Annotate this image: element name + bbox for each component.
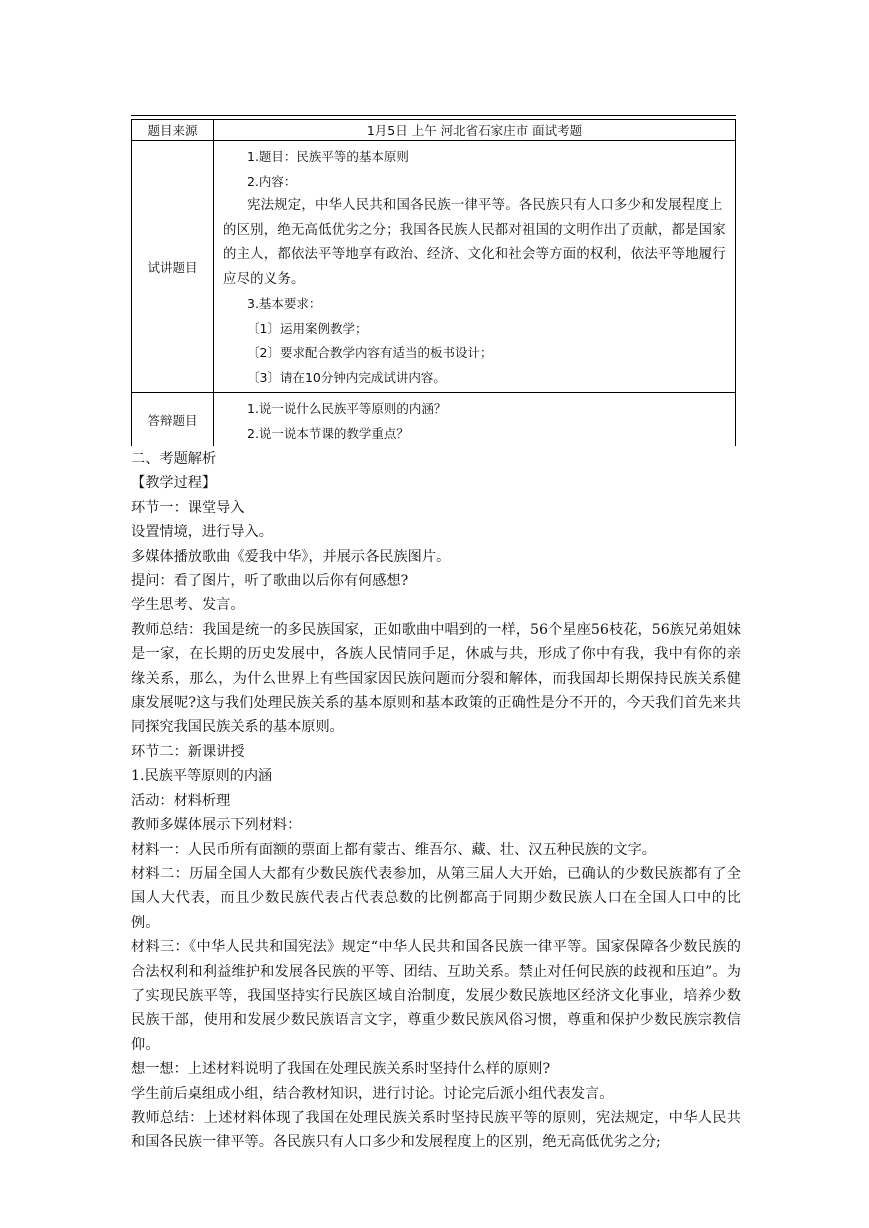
trial-content-text: 宪法规定，中华人民共和国各民族一律平等。各民族只有人口多少和发展程度上的区别，绝无高低优劣之分；我国各民族人民都对祖国的文明作出了贡献，都是国家的主人，都依法平等地享有政治、经济、文化和社会等方面的权利，依法平等地履行应尽的义务。	[223, 198, 726, 287]
activity-line: 活动：材料析理	[131, 792, 231, 809]
teacher-summary-2: 教师总结：上述材料体现了我国在处理民族关系时坚持民族平等的原则，宪法规定，中华人民共和国各民族一律平等。各民族只有人口多少和发展程度上的区别，绝无高低优劣之分;	[131, 1109, 741, 1151]
defense-question-1: 1.说一说什么民族平等原则的内涵？	[247, 401, 447, 416]
table-row-source	[132, 120, 736, 141]
material-3: 材料三：《中华人民共和国宪法》规定“中华人民共和国各民族一律平等。国家保障各少数民族的合法权利和利益维护和发展各民族的平等、团结、互助关系。禁止对任何民族的歧视和压迫”。为了实现民族平等，我国坚持实行民族区域自治制度，发展少数民族地区经济文化事业，培养少数民族干部，使用和发展少数民族语言文字，尊重少数民族风俗习惯，尊重和保护少数民族宗教信仰。	[131, 939, 741, 1053]
trial-req-1: 〔1〕运用案例教学；	[247, 320, 368, 336]
trial-req-2: 〔2〕要求配合教学内容有适当的板书设计；	[247, 345, 493, 360]
trial-content-cell	[214, 141, 736, 393]
think-question: 想一想：上述材料说明了我国在处理民族关系时坚持什么样的原则?	[131, 1061, 551, 1078]
analysis-article	[131, 447, 741, 1155]
defense-question-2: 2.说一说本节课的教学重点？	[247, 426, 409, 441]
paragraph: 教师多媒体展示下列材料：	[131, 817, 302, 834]
sub1-heading: 1.民族平等原则的内涵	[131, 768, 273, 785]
source-value: 1月5日 上午 河北省石家庄市 面试考题	[214, 120, 736, 141]
section-heading: 二、考题解析	[131, 451, 217, 467]
paragraph: 提问：看了图片，听了歌曲以后你有何感想?	[131, 573, 409, 590]
teacher-summary-1: 教师总结：我国是统一的多民族国家，正如歌曲中唱到的一样，56个星座56枝花，56族兄弟姐妹是一家，在长期的历史发展中，各族人民情同手足，休戚与共，形成了你中有我，我中有你的亲缘关系，那么，为什么世界上有些国家因民族问题而分裂和解体，而我国却长期保持民族关系健康发展呢?这与我们处理民族关系的基本原则和基本政策的正确性是分不开的，今天我们首先来共同探究我国民族关系的基本原则。	[131, 621, 741, 736]
process-heading: 【教学过程】	[131, 475, 217, 492]
step2-heading: 环节二：新课讲授	[131, 743, 245, 760]
trial-req-3: 〔3〕请在10分钟内完成试讲内容。	[247, 369, 446, 385]
paragraph: 设置情境，进行导入。	[131, 524, 273, 541]
paragraph: 学生前后桌组成小组，结合教材知识，进行讨论。讨论完后派小组代表发言。	[131, 1085, 614, 1102]
exam-info-table	[131, 119, 736, 446]
step1-heading: 环节一：课堂导入	[131, 499, 245, 516]
material-2: 材料二：历届全国人大都有少数民族代表参加，从第三届人大开始，已确认的少数民族都有了全国人大代表，而且少数民族代表占代表总数的比例都高于同期少数民族人口在全国人口中的比例。	[131, 865, 741, 931]
trial-title: 1.题目：民族平等的基本原则	[247, 149, 409, 164]
source-label: 题目来源	[132, 120, 214, 141]
trial-label: 试讲题目	[132, 141, 214, 393]
paragraph: 多媒体播放歌曲《爱我中华》，并展示各民族图片。	[131, 548, 451, 565]
table-row-defense	[132, 393, 736, 447]
defense-label: 答辩题目	[132, 393, 214, 447]
trial-content-label: 2.内容：	[247, 173, 297, 189]
table-row-trial	[132, 141, 736, 393]
trial-req-label: 3.基本要求：	[247, 296, 322, 311]
paragraph: 学生思考、发言。	[131, 597, 245, 614]
material-1: 材料一：人民币所有面额的票面上都有蒙古、维吾尔、藏、壮、汉五种民族的文字。	[131, 841, 656, 858]
defense-content-cell	[214, 393, 736, 447]
top-rule	[131, 115, 736, 116]
